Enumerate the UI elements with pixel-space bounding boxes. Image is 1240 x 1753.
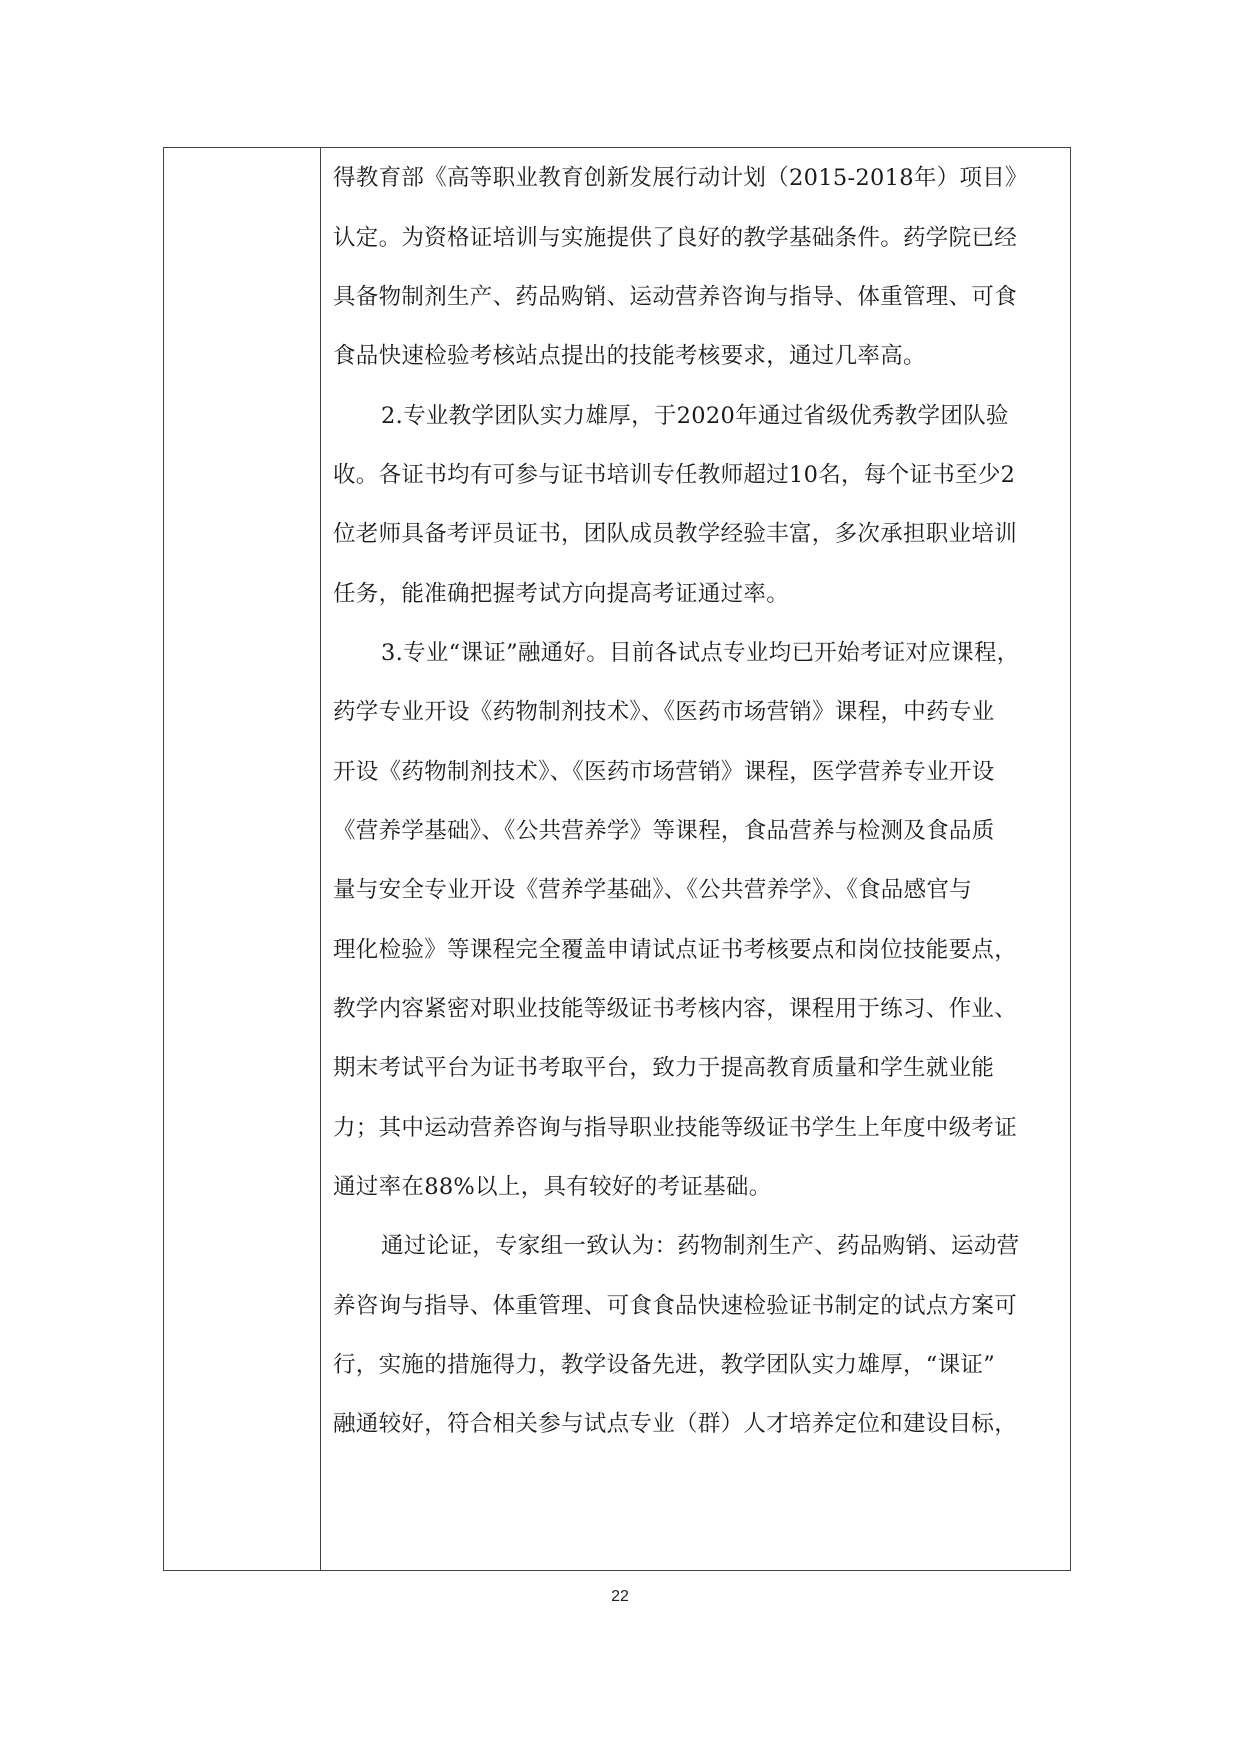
text-line: 力；其中运动营养咨询与指导职业技能等级证书学生上年度中级考证	[333, 1115, 1018, 1141]
text-line: 收。各证书均有可参与证书培训专任教师超过10名，每个证书至少2	[333, 462, 1016, 488]
table-content-cell	[321, 148, 1070, 1570]
text-line: 食品快速检验考核站点提出的技能考核要求，通过几率高。	[333, 343, 926, 369]
table	[163, 147, 1071, 1571]
text-line: 融通较好，符合相关参与试点专业（群）人才培养定位和建设目标，	[333, 1411, 1018, 1437]
text-line: 《营养学基础》、《公共营养学》等课程，食品营养与检测及食品质	[333, 818, 995, 844]
text-line: 认定。为资格证培训与实施提供了良好的教学基础条件。药学院已经	[333, 225, 1018, 251]
text-line: 3.专业“课证”融通好。目前各试点专业均已开始考证对应课程，	[381, 640, 1020, 666]
text-line: 药学专业开设《药物制剂技术》、《医药市场营销》课程，中药专业	[333, 699, 995, 725]
text-line: 任务，能准确把握考试方向提高考证通过率。	[333, 581, 790, 607]
text-line: 通过率在88%以上，具有较好的考证基础。	[333, 1174, 772, 1200]
text-line: 期末考试平台为证书考取平台，致力于提高教育质量和学生就业能	[333, 1055, 995, 1081]
text-line: 开设《药物制剂技术》、《医药市场营销》课程，医学营养专业开设	[333, 759, 995, 785]
text-line: 行，实施的措施得力，教学设备先进，教学团队实力雄厚，“课证”	[333, 1352, 996, 1378]
text-line: 具备物制剂生产、药品购销、运动营养咨询与指导、体重管理、可食	[333, 284, 1018, 310]
text-line: 量与安全专业开设《营养学基础》、《公共营养学》、《食品感官与	[333, 877, 973, 903]
text-line: 得教育部《高等职业教育创新发展行动计划（2015-2018年）项目》	[333, 165, 1028, 191]
text-line: 通过论证，专家组一致认为：药物制剂生产、药品购销、运动营	[381, 1233, 1020, 1259]
text-line: 理化检验》等课程完全覆盖申请试点证书考核要点和岗位技能要点，	[333, 937, 1018, 963]
text-line: 教学内容紧密对职业技能等级证书考核内容，课程用于练习、作业、	[333, 996, 1018, 1022]
text-line: 2.专业教学团队实力雄厚，于2020年通过省级优秀教学团队验	[381, 403, 1009, 429]
text-line: 位老师具备考评员证书，团队成员教学经验丰富，多次承担职业培训	[333, 521, 1018, 547]
text-line: 养咨询与指导、体重管理、可食食品快速检验证书制定的试点方案可	[333, 1293, 1018, 1319]
table-left-cell	[164, 148, 321, 1570]
page-number: 22	[611, 1588, 629, 1605]
